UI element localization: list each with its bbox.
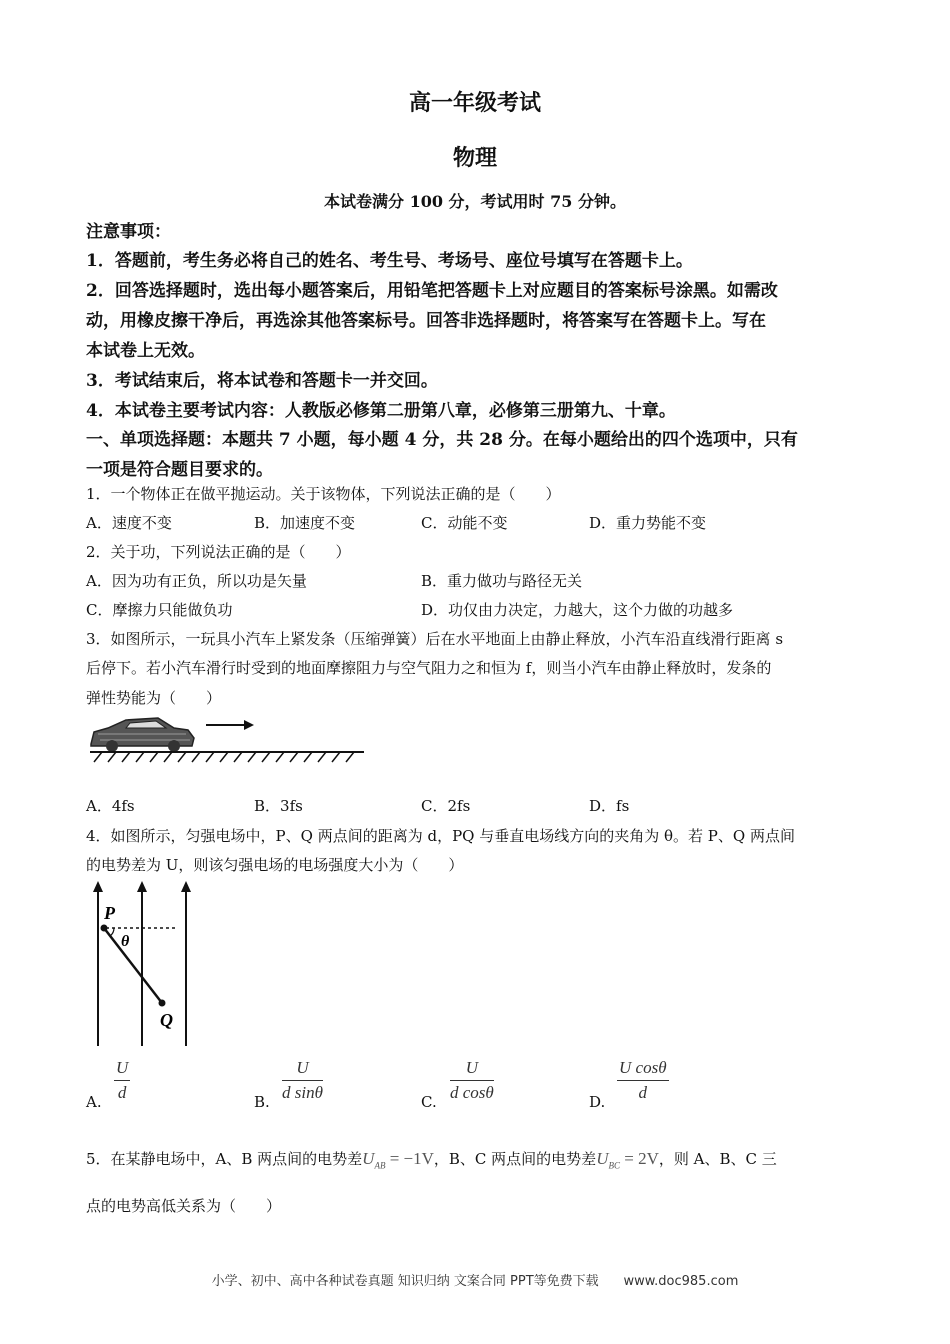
point-p [101, 925, 108, 932]
q2-option-d: D．功仅由力决定，力越大，这个力做的功越多 [421, 601, 734, 619]
q3-stem-line2: 后停下。若小汽车滑行时受到的地面摩擦阻力与空气阻力之和恒为 f，则当小汽车由静止释放时，发条的 [86, 659, 772, 677]
q5-u-bc: $U_{BC} = 2V$ [596, 1149, 659, 1171]
q4-option-c-fraction [450, 1058, 494, 1103]
point-q [159, 1000, 166, 1007]
q1-option-d: D．重力势能不变 [589, 514, 707, 532]
subject-title: 物理 [452, 145, 497, 171]
segment-pq [104, 928, 162, 1003]
q4-option-c-letter: C. [421, 1093, 437, 1111]
footer-text: 小学、初中、高中各种试卷真题 知识归纳 文案合同 PPT等免费下载 [211, 1274, 599, 1289]
q1-option-c: C．动能不变 [421, 514, 508, 532]
q2-option-c: C．摩擦力只能做负功 [86, 601, 233, 619]
q4-option-d-letter: D. [589, 1093, 606, 1111]
q4-option-b-letter: B. [254, 1093, 270, 1111]
angle-arc [110, 928, 114, 936]
note-line-4: 本试卷上无效。 [86, 341, 205, 361]
label-q: Q [160, 1010, 173, 1030]
note-line-1: 1．答题前，考生务必将自己的姓名、考生号、考场号、座位号填写在答题卡上。 [86, 251, 693, 271]
q1-stem: 1．一个物体正在做平抛运动。关于该物体，下列说法正确的是（ ） [86, 485, 561, 503]
q4-option-a-fraction [114, 1058, 130, 1103]
q3-option-a: A．4fs [86, 797, 135, 815]
q1-option-b: B．加速度不变 [254, 514, 356, 532]
q3-stem-line1: 3．如图所示，一玩具小汽车上紧发条（压缩弹簧）后在水平地面上由静止释放，小汽车沿直线滑行距离 s [86, 630, 784, 648]
motion-arrow-icon [206, 720, 254, 730]
section1-heading-line1: 一、单项选择题：本题共 7 小题，每小题 4 分，共 28 分。在每小题给出的四个选项中，只有 [86, 430, 798, 450]
exam-title: 高一年级考试 [408, 90, 541, 116]
notes-heading: 注意事项： [86, 222, 171, 242]
q4-a-denominator: d [117, 1083, 127, 1102]
label-p: P [104, 903, 115, 923]
q4-option-b-fraction [282, 1058, 323, 1103]
q5-u-ab: $U_{AB} = -1V$ [362, 1149, 434, 1171]
toy-car-figure [86, 708, 368, 764]
q4-stem-line1: 4．如图所示，匀强电场中，P、Q 两点间的距离为 d，PQ 与垂直电场线方向的夹角为 θ。若 P、Q 两点间 [86, 827, 795, 845]
q5-stem-line1 [86, 1148, 777, 1170]
ground-hatch [90, 752, 364, 762]
toy-car-icon [91, 718, 194, 752]
q4-c-denominator: d cosθ [450, 1083, 494, 1102]
note-line-3: 动，用橡皮擦干净后，再选涂其他答案标号。回答非选择题时，将答案写在答题卡上。写在 [86, 311, 766, 331]
q2-stem: 2．关于功，下列说法正确的是（ ） [86, 543, 351, 561]
q2-option-a: A．因为功有正负，所以功是矢量 [86, 572, 307, 590]
q4-d-numerator: U cosθ [619, 1058, 667, 1077]
q3-option-c: C．2fs [421, 797, 471, 815]
q4-a-numerator: U [116, 1058, 129, 1077]
q4-stem-line2: 的电势差为 U，则该匀强电场的电场强度大小为（ ） [86, 856, 464, 874]
note-line-6: 4．本试卷主要考试内容：人教版必修第二册第八章，必修第三册第九、十章。 [86, 401, 676, 421]
q5-text-part2: ，B、C 两点间的电势差 [433, 1150, 597, 1168]
q4-b-numerator: U [296, 1058, 309, 1077]
q1-option-a: A．速度不变 [86, 514, 172, 532]
q4-d-denominator: d [638, 1083, 648, 1102]
q5-stem-line2: 点的电势高低关系为（ ） [86, 1197, 282, 1215]
q3-option-b: B．3fs [254, 797, 303, 815]
q2-option-b: B．重力做功与路径无关 [421, 572, 583, 590]
label-theta: θ [121, 933, 130, 950]
exam-info: 本试卷满分 100 分，考试用时 75 分钟。 [324, 192, 626, 211]
note-line-5: 3．考试结束后，将本试卷和答题卡一并交回。 [86, 371, 438, 391]
q4-option-a-letter: A. [86, 1093, 102, 1111]
q5-text-part3: ，则 A、B、C 三 [658, 1150, 777, 1168]
q3-stem-line3: 弹性势能为（ ） [86, 689, 222, 707]
q3-option-d: D．fs [589, 797, 630, 815]
footer-url[interactable]: www.doc985.com [623, 1274, 739, 1289]
electric-field-figure [86, 878, 196, 1050]
q4-option-d-fraction [617, 1058, 669, 1103]
note-line-2: 2．回答选择题时，选出每小题答案后，用铅笔把答题卡上对应题目的答案标号涂黑。如需改 [86, 281, 778, 301]
q4-b-denominator: d sinθ [282, 1083, 323, 1102]
section1-heading-line2: 一项是符合题目要求的。 [86, 460, 273, 480]
q4-c-numerator: U [465, 1058, 479, 1077]
q5-text-part1: 5．在某静电场中，A、B 两点间的电势差 [86, 1150, 363, 1168]
footer [0, 1270, 950, 1289]
